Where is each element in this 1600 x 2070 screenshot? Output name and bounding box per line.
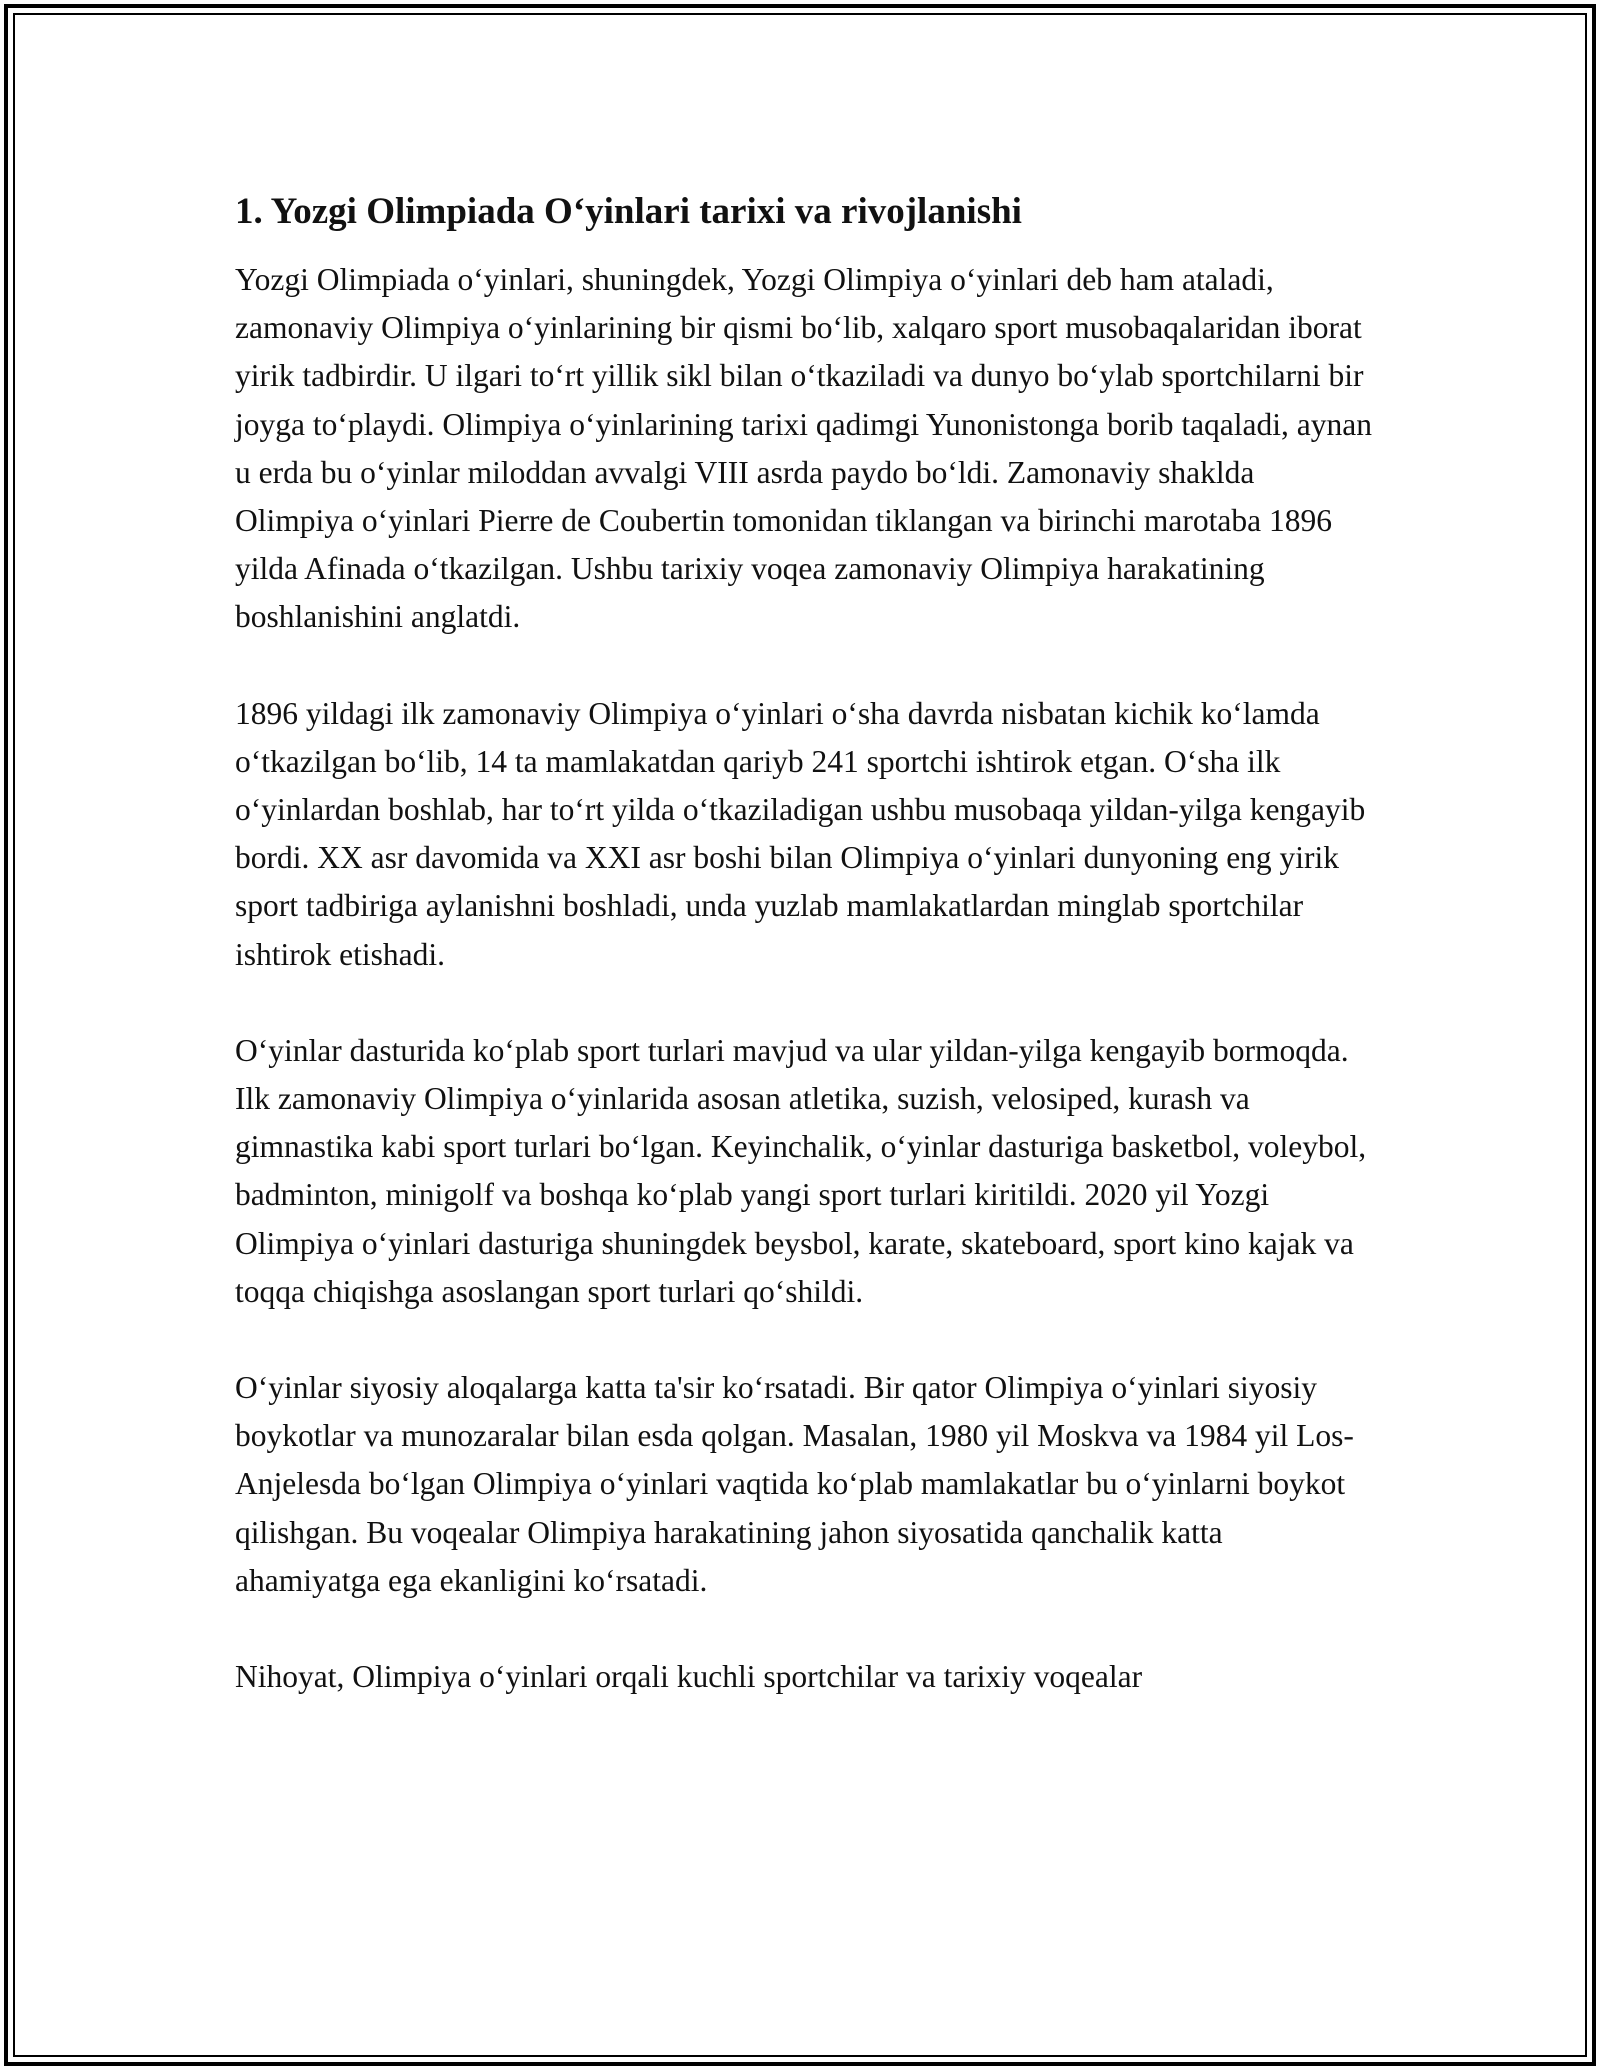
- paragraph-5: Nihoyat, Olimpiya o‘yinlari orqali kuchli sportchilar va tarixiy voqealar: [235, 1659, 1143, 1695]
- paragraph-3: O‘yinlar dasturida ko‘plab sport turlari mavjud va ular yildan-yilga kengayib bormoqda. Ilk zamonaviy Olimpiya o‘yinlarida asosan atletika, suzish, velosiped, kurash va gimnastika kabi sport turlari bo‘lgan. Keyinchalik, o‘yinlar dasturiga basketbol, voleybol, badminton, minigolf va boshqa ko‘plab yangi sport turlari kiritildi. 2020 yil Yozgi Olimpiya o‘yinlari dasturiga shuningdek beysbol, karate, skateboard, sport kino kajak va toqqa chiqishga asoslangan sport turlari qo‘shildi.: [235, 1032, 1367, 1309]
- section-heading: 1. Yozgi Olimpiada O‘yinlari tarixi va rivojlanishi: [235, 191, 1022, 232]
- paragraph-2: 1896 yildagi ilk zamonaviy Olimpiya o‘yinlari o‘sha davrda nisbatan kichik ko‘lamda o‘tkazilgan bo‘lib, 14 ta mamlakatdan qariyb 241 sportchi ishtirok etgan. O‘sha ilk o‘yinlardan boshlab, har to‘rt yilda o‘tkaziladigan ushbu musobaqa yildan-yilga kengayib bordi. XX asr davomida va XXI asr boshi bilan Olimpiya o‘yinlari dunyoning eng yirik sport tadbiriga aylanishni boshladi, unda yuzlab mamlakatlardan minglab sportchilar ishtirok etishadi.: [235, 695, 1366, 972]
- document-body: [235, 186, 1375, 1749]
- paragraph-1: Yozgi Olimpiada o‘yinlari, shuningdek, Yozgi Olimpiya o‘yinlari deb ham ataladi, zamonaviy Olimpiya o‘yinlarining bir qismi bo‘lib, xalqaro sport musobaqalaridan iborat yirik tadbirdir. U ilgari to‘rt yillik sikl bilan o‘tkaziladi va dunyo bo‘ylab sportchilarni bir joyga to‘playdi. Olimpiya o‘yinlarining tarixi qadimgi Yunonistonga borib taqaladi, aynan u erda bu o‘yinlar miloddan avvalgi VIII asrda paydo bo‘ldi. Zamonaviy shaklda Olimpiya o‘yinlari Pierre de Coubertin tomonidan tiklangan va birinchi marotaba 1896 yilda Afinada o‘tkazilgan. Ushbu tarixiy voqea zamonaviy Olimpiya harakatining boshlanishini anglatdi.: [235, 262, 1372, 635]
- paragraph-4: O‘yinlar siyosiy aloqalarga katta ta'sir ko‘rsatadi. Bir qator Olimpiya o‘yinlari siyosiy boykotlar va munozaralar bilan esda qolgan. Masalan, 1980 yil Moskva va 1984 yil Los-Anjelesda bo‘lgan Olimpiya o‘yinlari vaqtida ko‘plab mamlakatlar bu o‘yinlarni boykot qilishgan. Bu voqealar Olimpiya harakatining jahon siyosatida qanchalik katta ahamiyatga ega ekanligini ko‘rsatadi.: [235, 1370, 1354, 1598]
